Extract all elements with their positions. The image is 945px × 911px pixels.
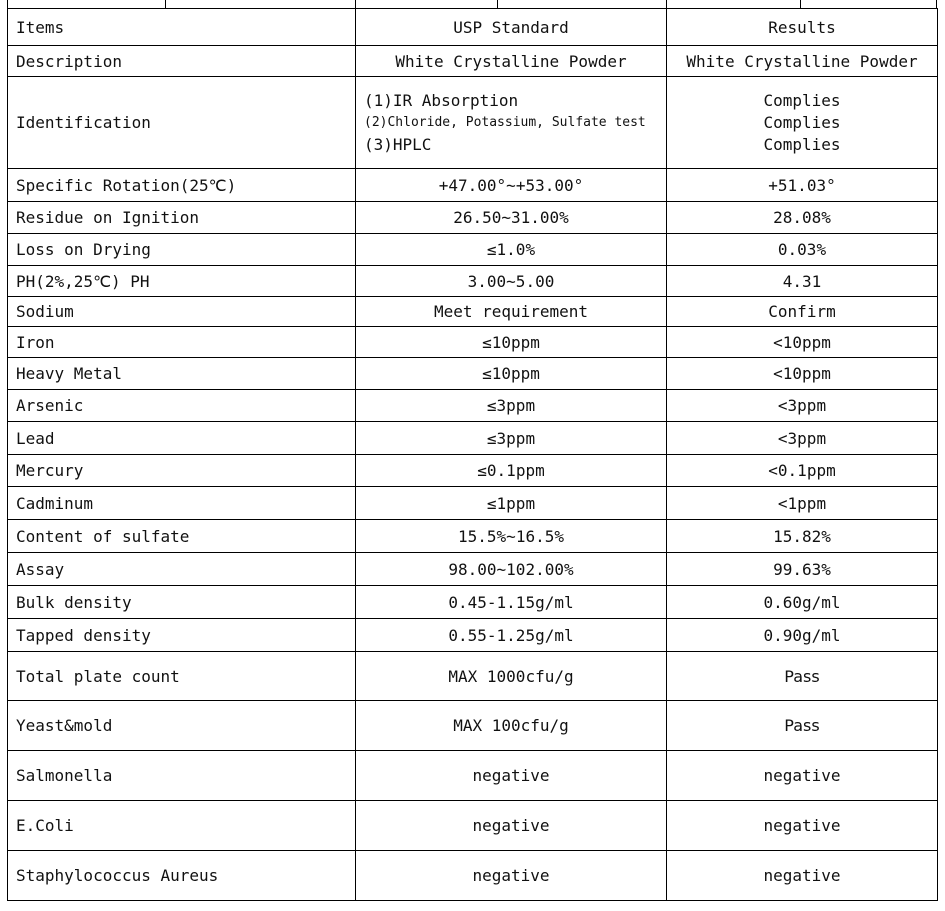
standard-value: ≤0.1ppm: [356, 455, 667, 487]
table-row: [8, 652, 938, 701]
result-value: Confirm: [667, 297, 938, 327]
result-value: 4.31: [667, 266, 938, 297]
item-name: Iron: [8, 327, 356, 358]
result-value: 99.63%: [667, 553, 938, 586]
table-row: [8, 234, 938, 266]
table-row: [8, 358, 938, 390]
item-name: Yeast&mold: [8, 701, 356, 751]
item-name: Content of sulfate: [8, 520, 356, 553]
result-value: 0.03%: [667, 234, 938, 266]
header-row: [8, 9, 938, 46]
standard-value: 0.45-1.15g/ml: [356, 586, 667, 619]
header-usp-standard: USP Standard: [356, 9, 667, 46]
standard-value: 26.50~31.00%: [356, 202, 667, 234]
result-value: <3ppm: [667, 422, 938, 455]
row-identification: [8, 77, 938, 169]
result-value: negative: [667, 851, 938, 901]
ident-method-1: (1)IR Absorption: [364, 90, 519, 110]
ident-result-3: Complies: [763, 134, 841, 154]
result-description: White Crystalline Powder: [667, 46, 938, 77]
header-results: Results: [667, 9, 938, 46]
ident-result-1: Complies: [763, 90, 841, 110]
standard-value: negative: [356, 851, 667, 901]
item-name: Staphylococcus Aureus: [8, 851, 356, 901]
result-value: 0.60g/ml: [667, 586, 938, 619]
cut-off-previous-table: [0, 0, 945, 8]
standard-value: ≤10ppm: [356, 327, 667, 358]
item-name: Salmonella: [8, 751, 356, 801]
result-value: <0.1ppm: [667, 455, 938, 487]
row-description: [8, 46, 938, 77]
table-row: [8, 851, 938, 901]
standard-value: negative: [356, 751, 667, 801]
result-value: <10ppm: [667, 327, 938, 358]
item-name: Heavy Metal: [8, 358, 356, 390]
table-row: [8, 801, 938, 851]
standard-value: ≤3ppm: [356, 390, 667, 422]
ident-method-2: (2)Chloride, Potassium, Sulfate test: [364, 114, 646, 130]
standard-value: 3.00~5.00: [356, 266, 667, 297]
result-identification: [667, 77, 938, 169]
ident-result-2: Complies: [763, 112, 841, 132]
table-row: [8, 169, 938, 202]
standard-description: White Crystalline Powder: [356, 46, 667, 77]
item-name: Lead: [8, 422, 356, 455]
item-name: Tapped density: [8, 619, 356, 652]
result-value: <10ppm: [667, 358, 938, 390]
ident-method-3: (3)HPLC: [364, 134, 432, 154]
item-name: Loss on Drying: [8, 234, 356, 266]
standard-value: MAX 100cfu/g: [356, 701, 667, 751]
result-value: Pass: [667, 701, 938, 751]
table-row: [8, 701, 938, 751]
item-name: Cadminum: [8, 487, 356, 520]
standard-value: 15.5%~16.5%: [356, 520, 667, 553]
item-name: Mercury: [8, 455, 356, 487]
table-row: [8, 586, 938, 619]
standard-value: ≤3ppm: [356, 422, 667, 455]
item-name: Assay: [8, 553, 356, 586]
item-name: E.Coli: [8, 801, 356, 851]
result-value: <1ppm: [667, 487, 938, 520]
result-value: negative: [667, 801, 938, 851]
table-row: [8, 297, 938, 327]
item-description: Description: [8, 46, 356, 77]
specification-table: [7, 8, 938, 901]
table-row: [8, 751, 938, 801]
result-value: Pass: [667, 652, 938, 701]
table-row: [8, 487, 938, 520]
standard-value: ≤1ppm: [356, 487, 667, 520]
table-row: [8, 553, 938, 586]
item-name: Total plate count: [8, 652, 356, 701]
table-row: [8, 390, 938, 422]
item-name: Arsenic: [8, 390, 356, 422]
result-value: negative: [667, 751, 938, 801]
standard-value: Meet requirement: [356, 297, 667, 327]
item-name: Bulk density: [8, 586, 356, 619]
table-row: [8, 619, 938, 652]
result-value: 15.82%: [667, 520, 938, 553]
standard-value: negative: [356, 801, 667, 851]
standard-identification: [356, 77, 667, 169]
item-name: Residue on Ignition: [8, 202, 356, 234]
result-value: 0.90g/ml: [667, 619, 938, 652]
table-row: [8, 422, 938, 455]
result-value: 28.08%: [667, 202, 938, 234]
header-items: Items: [8, 9, 356, 46]
result-value: +51.03°: [667, 169, 938, 202]
standard-value: ≤10ppm: [356, 358, 667, 390]
result-value: <3ppm: [667, 390, 938, 422]
standard-value: ≤1.0%: [356, 234, 667, 266]
standard-value: +47.00°~+53.00°: [356, 169, 667, 202]
table-row: [8, 520, 938, 553]
table-row: [8, 455, 938, 487]
standard-value: 0.55-1.25g/ml: [356, 619, 667, 652]
standard-value: MAX 1000cfu/g: [356, 652, 667, 701]
item-name: Sodium: [8, 297, 356, 327]
table-row: [8, 266, 938, 297]
table-row: [8, 327, 938, 358]
standard-value: 98.00~102.00%: [356, 553, 667, 586]
item-name: Specific Rotation(25℃): [8, 169, 356, 202]
table-row: [8, 202, 938, 234]
item-name: PH(2%,25℃) PH: [8, 266, 356, 297]
item-identification: Identification: [8, 77, 356, 169]
